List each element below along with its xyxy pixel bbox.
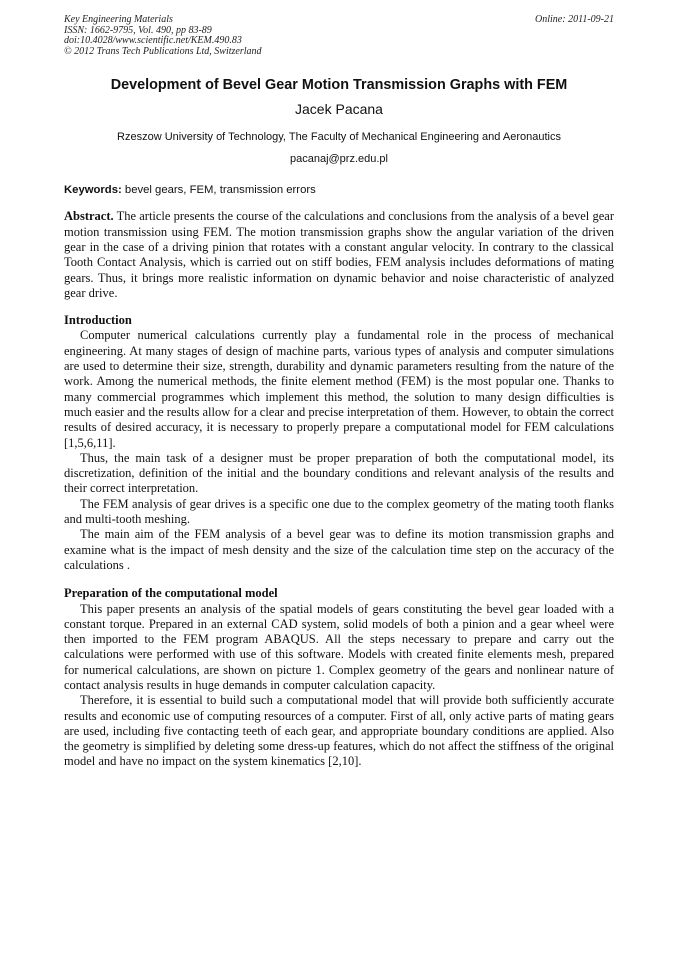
abstract: [64, 209, 614, 301]
author-email[interactable]: pacanaj@prz.edu.pl: [289, 153, 388, 166]
keywords-line: [64, 183, 614, 197]
author-name: Jacek Pacana: [295, 101, 383, 118]
affiliation: Rzeszow University of Technology, The Faculty of Mechanical Engineering and Aeronautics: [117, 131, 561, 144]
abstract-label: Abstract.: [64, 209, 114, 224]
intro-paragraph: The FEM analysis of gear drives is a specific one due to the complex geometry of the mating tooth flanks and multi-tooth meshing.: [64, 496, 614, 527]
journal-name: Key Engineering Materials: [64, 14, 173, 25]
journal-header: [64, 15, 614, 57]
intro-paragraph: The main aim of the FEM analysis of a bevel gear was to define its motion transmission graphs and examine what is the impact of mesh density and the size of the calculation time step on the accuracy of the calculations .: [64, 527, 614, 572]
intro-paragraph: Computer numerical calculations currently play a fundamental role in the process of mechanical engineering. At many stages of design of machine parts, various types of analysis and computer simulations are used to determine their size, strength, durability and dynamic parameters resulting from the nature of the work. Among the numerical methods, the finite element method (FEM) is the most popular one. Thanks to many commercial programmes which implement this method, the solution to many design difficulties is much easier and the results allow for a clear and precise interpretation of them. However, to obtain the correct results of desired accuracy, it is necessary to properly prepare a computational model for FEM calculations [1,5,6,11].: [64, 328, 614, 450]
intro-paragraph: Thus, the main task of a designer must be proper preparation of both the computational model, its discretization, definition of the initial and the boundary conditions and relevant analysis of the results and their correct interpretation.: [64, 450, 614, 496]
preparation-section: [64, 586, 614, 770]
doi-line: doi:10.4028/www.scientific.net/KEM.490.83: [64, 35, 242, 47]
preparation-paragraph: Therefore, it is essential to build such a computational model that will provide both sufficiently accurate results and economic use of computing resources of a computer. First of all, only active parts of mating gears are used, including five contacting teeth of each gear, and appropriate boundary conditions are applied. Also the geometry is simplified by deleting some dress-up features, which do not affect the stiffness of the original model and have no impact on the system kinematics [2,10].: [64, 693, 614, 769]
preparation-paragraph: This paper presents an analysis of the spatial models of gears constituting the bevel gear loaded with a constant torque. Prepared in an external CAD system, solid models of both a pinion and a gear wheel were then imported to the FEM program ABAQUS. All the steps necessary to prepare and carry out the calculations were performed with use of this software. Models with created finite elements mesh, prepared for numerical calculations, are shown on picture 1. Complex geometry of the gears and nonlinear nature of contact analysis results in huge demands in computer calculation capacity.: [64, 601, 614, 692]
abstract-text: The article presents the course of the calculations and conclusions from the analysis of a bevel gear motion transmission using FEM. The motion transmission graphs show the angular variation of the driven gear in the case of a driving pinion that rotates with a constant angular velocity. In contrary to the classical Tooth Contact Analysis, which is carried out on stiff bodies, FEM analysis includes deformations of mating gears. Thus, it brings more realistic information on dynamic behavior and noise characteristic of analyzed gear drive.: [64, 209, 614, 300]
introduction-heading: Introduction: [64, 313, 132, 328]
paper-page: [64, 15, 614, 770]
copyright-line: © 2012 Trans Tech Publications Ltd, Switzerland: [64, 45, 262, 57]
preparation-heading: Preparation of the computational model: [64, 586, 278, 601]
keywords-text: bevel gears, FEM, transmission errors: [124, 184, 316, 197]
paper-title: Development of Bevel Gear Motion Transmission Graphs with FEM: [110, 77, 568, 94]
issn-line: ISSN: 1662-9795, Vol. 490, pp 83-89: [64, 24, 212, 36]
introduction-section: [64, 313, 614, 573]
keywords-label: Keywords:: [64, 184, 122, 197]
online-date: Online: 2011-09-21: [535, 14, 614, 25]
